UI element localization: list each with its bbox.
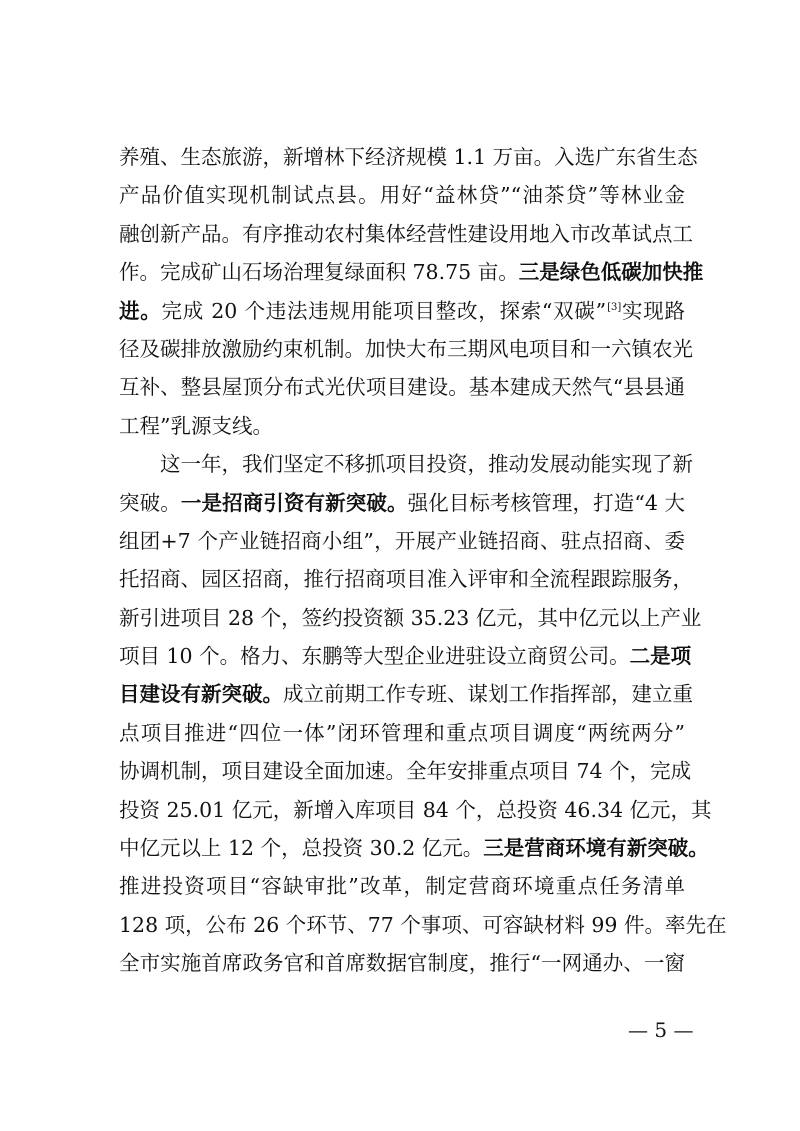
text-line (119, 368, 685, 406)
text-run: 养殖、生态旅游，新增林下经济规模 1.1 万亩。入选广东省生态 (119, 145, 698, 169)
text-line (119, 867, 685, 905)
text-line (119, 637, 692, 675)
text-run: 互补、整县屋顶分布式光伏项目建设。基本建成天然气“县县通 (119, 375, 685, 400)
text-run: 作。完成矿山石场治理复绿面积 78.75 亩。 (119, 260, 519, 285)
emphasis-heading: 二是项 (629, 644, 692, 669)
text-line (119, 714, 685, 752)
text-line (119, 791, 712, 829)
text-line (119, 560, 693, 598)
text-run: 产品价值实现机制试点县。用好“益林贷”“油茶贷”等林业金 (119, 183, 685, 208)
paragraph (119, 445, 727, 982)
text-run: 完成 20 个违法违规用能项目整改，探索“双碳” (161, 298, 607, 323)
body-text (119, 138, 727, 983)
text-run: 这一年，我们坚定不移抓项目投资，推动发展动能实现了新 (160, 452, 693, 477)
paragraph (119, 138, 704, 445)
text-run: 成立前期工作专班、谋划工作指挥部，建立重 (283, 682, 693, 707)
text-run: 投资 25.01 亿元，新增入库项目 84 个，总投资 46.34 亿元，其 (119, 797, 712, 822)
text-line (119, 829, 709, 867)
emphasis-heading: 三是营商环境有新突破。 (483, 836, 709, 861)
text-line (119, 330, 693, 368)
text-run: 全市实施首席政务官和首席数据官制度，推行“一网通办、一窗 (119, 951, 685, 976)
text-line (119, 176, 685, 214)
text-line (119, 253, 704, 291)
text-run: 工程”乳源支线。 (119, 413, 273, 438)
text-line (119, 215, 693, 253)
text-run: 128 项，公布 26 个环节、77 个事项、可容缺材料 99 件。率先在 (119, 912, 727, 937)
text-run: 融创新产品。有序推动农村集体经营性建设用地入市改革试点工 (119, 221, 693, 246)
text-line (119, 138, 698, 176)
text-line (119, 484, 685, 522)
footnote-ref: [3] (607, 301, 622, 313)
text-line (119, 752, 692, 790)
text-run: 中亿元以上 12 个，总投资 30.2 亿元。 (119, 836, 484, 861)
text-run: 强化目标考核管理，打造“4 大 (407, 490, 685, 515)
text-run: 组团+7 个产业链招商小组”，开展产业链招商、驻点招商、委 (119, 528, 685, 553)
text-run: 点项目推进“四位一体”闭环管理和重点项目调度“两统两分” (119, 720, 685, 745)
text-run: 托招商、园区招商，推行招商项目准入评审和全流程跟踪服务， (119, 567, 693, 592)
text-line (119, 407, 685, 445)
emphasis-heading: 三是绿色低碳加快推 (518, 260, 704, 285)
text-line (119, 292, 685, 330)
text-run: 实现路 (621, 298, 686, 323)
text-line (119, 522, 685, 560)
text-run: 突破。 (119, 490, 181, 515)
text-line (119, 445, 693, 483)
text-run: 项目 10 个。格力、东鹏等大型企业进驻设立商贸公司。 (119, 644, 630, 669)
emphasis-heading: 目建设有新突破。 (119, 682, 283, 707)
text-line (119, 599, 702, 637)
text-line (119, 675, 693, 713)
text-line (119, 906, 727, 944)
text-run: 新引进项目 28 个，签约投资额 35.23 亿元，其中亿元以上产业 (119, 605, 702, 630)
text-run: 推进投资项目“容缺审批”改革，制定营商环境重点任务清单 (119, 874, 685, 899)
text-line (119, 944, 685, 982)
emphasis-heading: 一是招商引资有新突破。 (180, 490, 408, 515)
text-run: 协调机制，项目建设全面加速。全年安排重点项目 74 个，完成 (119, 759, 692, 784)
page-number: — 5 — (628, 1018, 694, 1042)
emphasis-heading: 进。 (119, 298, 162, 323)
text-run: 径及碳排放激励约束机制。加快大布三期风电项目和一六镇农光 (119, 336, 693, 361)
